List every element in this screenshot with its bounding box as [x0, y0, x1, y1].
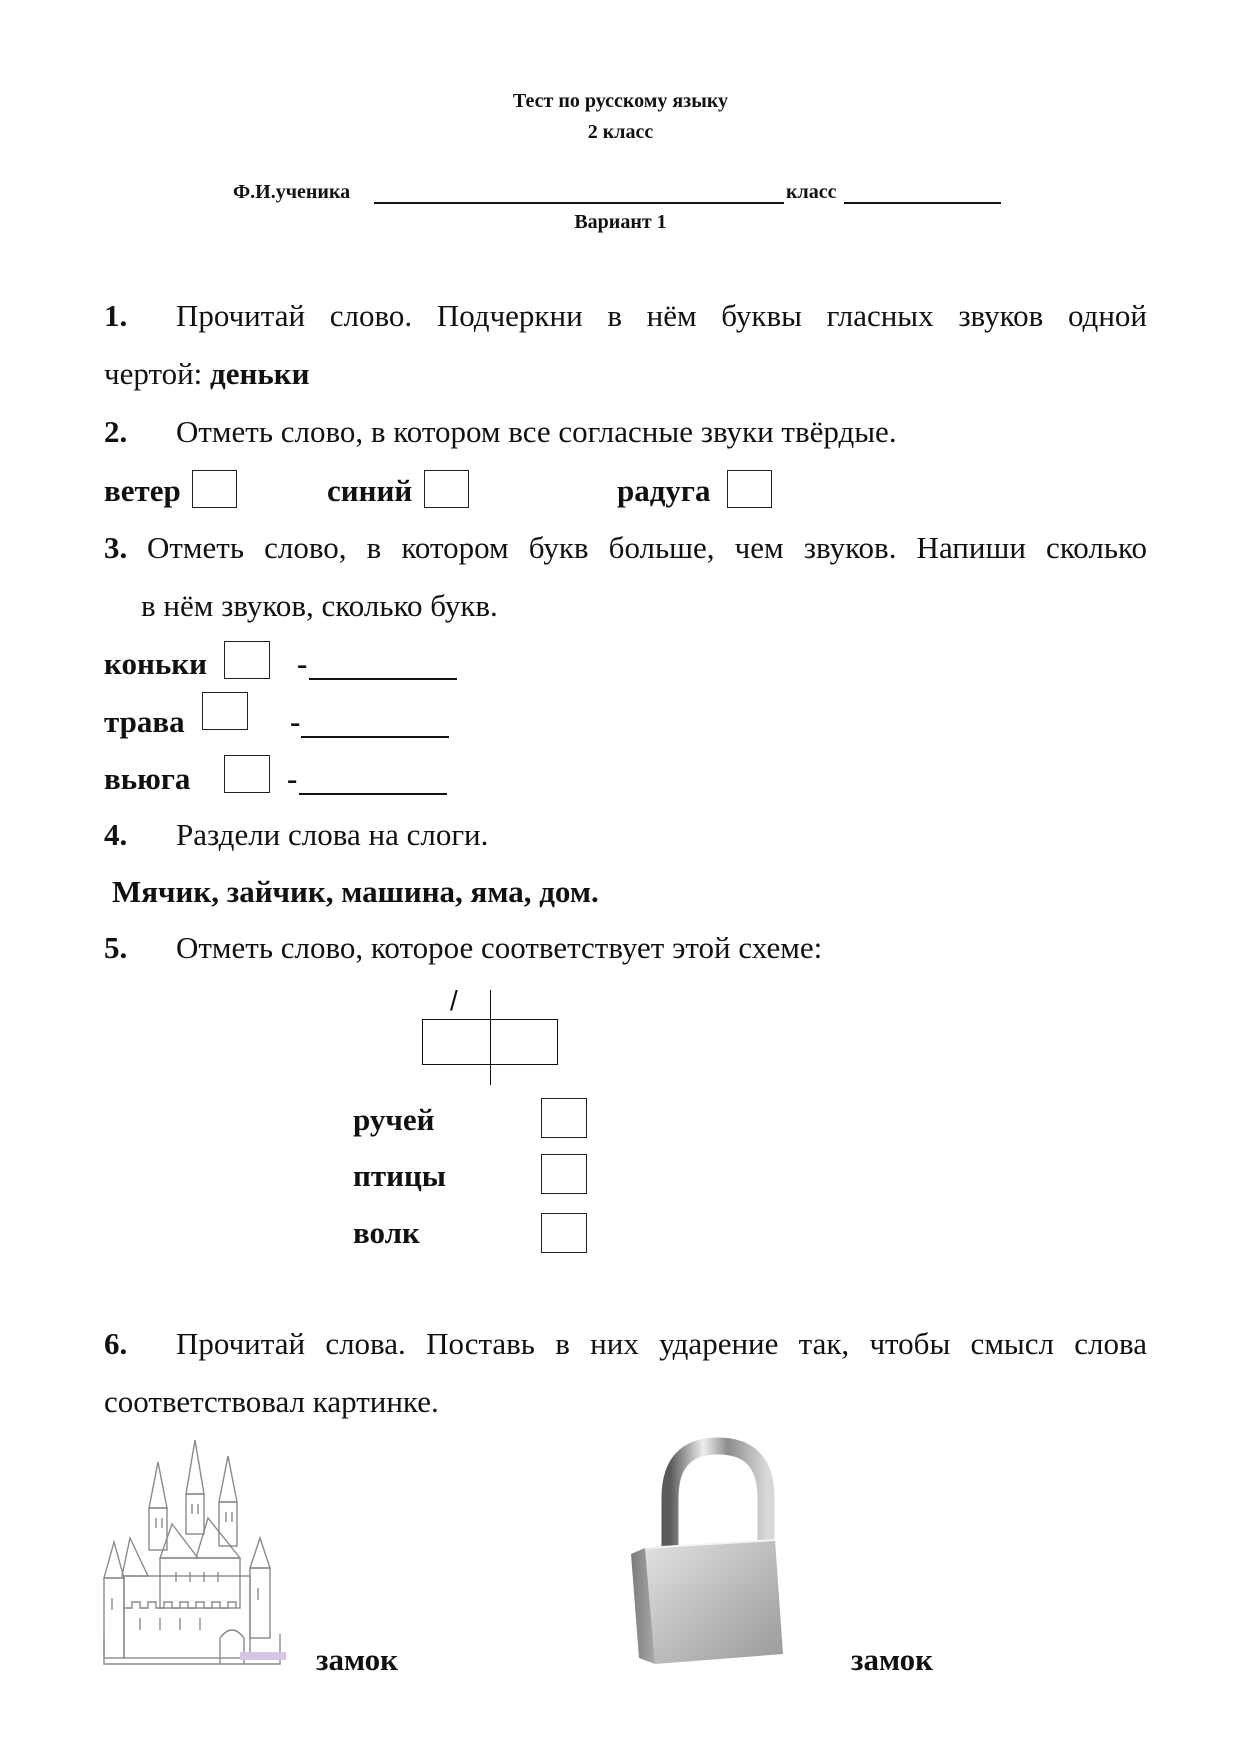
- variant-label: Вариант 1: [574, 211, 667, 233]
- question-3-line1: [104, 532, 1147, 563]
- target-word: деньки: [210, 356, 310, 391]
- stress-mark: /: [450, 985, 458, 1016]
- question-number: 4.: [104, 817, 128, 852]
- class-line[interactable]: [844, 180, 1001, 204]
- option-label: синий: [327, 473, 413, 508]
- syllable-scheme: [420, 985, 565, 1085]
- question-number: 1.: [104, 298, 128, 333]
- question-text: Прочитай слово. Подчеркни в нём буквы гласных звуков одной: [176, 298, 1147, 333]
- answer-checkbox[interactable]: [224, 641, 270, 679]
- caption-castle: замок: [316, 1642, 399, 1677]
- answer-checkbox[interactable]: [541, 1098, 587, 1138]
- answer-line[interactable]: [309, 648, 457, 680]
- question-1-line2: [104, 358, 309, 389]
- answer-checkbox[interactable]: [192, 470, 237, 508]
- answer-checkbox[interactable]: [202, 692, 248, 730]
- question-text: Отметь слово, которое соответствует этой схеме:: [176, 930, 823, 965]
- question-1-line1: [104, 300, 1147, 331]
- dash: -: [290, 704, 301, 739]
- question-5: [104, 932, 822, 963]
- option-label: коньки: [104, 646, 207, 681]
- question-4: [104, 819, 488, 850]
- option-label: волк: [353, 1215, 420, 1250]
- question-text: чертой:: [104, 356, 203, 391]
- question-text: Отметь слово, в котором все согласные звуки твёрдые.: [176, 414, 897, 449]
- caption-padlock: замок: [851, 1642, 934, 1677]
- question-number: 5.: [104, 930, 128, 965]
- option-label: ручей: [353, 1102, 435, 1137]
- answer-checkbox[interactable]: [541, 1154, 587, 1194]
- answer-line[interactable]: [299, 763, 447, 795]
- option-label: радуга: [617, 473, 711, 508]
- question-number: 6.: [104, 1326, 128, 1361]
- option-label: вьюга: [104, 761, 191, 796]
- question-text: Раздели слова на слоги.: [176, 817, 489, 852]
- option-label: птицы: [353, 1158, 447, 1193]
- question-6-line2: соответствовал картинке.: [104, 1384, 439, 1419]
- answer-checkbox[interactable]: [541, 1213, 587, 1253]
- question-number: 3.: [104, 530, 128, 565]
- class-label: класс: [786, 181, 837, 203]
- answer-checkbox[interactable]: [224, 755, 270, 793]
- question-6-line1: [104, 1328, 1147, 1359]
- grade-label: 2 класс: [587, 121, 654, 143]
- student-name-label: Ф.И.ученика: [233, 181, 351, 203]
- scheme-divider: [490, 990, 491, 1085]
- option-label: ветер: [104, 473, 181, 508]
- question-number: 2.: [104, 414, 128, 449]
- question-2: [104, 416, 897, 447]
- padlock-icon: [625, 1436, 800, 1668]
- question-text: Отметь слово, в котором букв больше, чем звуков. Напиши сколько: [147, 530, 1147, 565]
- answer-checkbox[interactable]: [727, 470, 772, 508]
- answer-checkbox[interactable]: [424, 470, 469, 508]
- castle-icon: [100, 1438, 300, 1670]
- dash: -: [287, 761, 298, 796]
- answer-line[interactable]: [301, 706, 449, 738]
- dash: -: [297, 646, 308, 681]
- student-name-line[interactable]: [374, 180, 784, 204]
- option-label: трава: [104, 704, 185, 739]
- question-text: Прочитай слова. Поставь в них ударение так, чтобы смысл слова: [176, 1326, 1147, 1361]
- syllable-words: Мячик, зайчик, машина, яма, дом.: [112, 874, 599, 909]
- test-title: Тест по русскому языку: [512, 90, 729, 112]
- question-3-line2: в нём звуков, сколько букв.: [141, 588, 498, 623]
